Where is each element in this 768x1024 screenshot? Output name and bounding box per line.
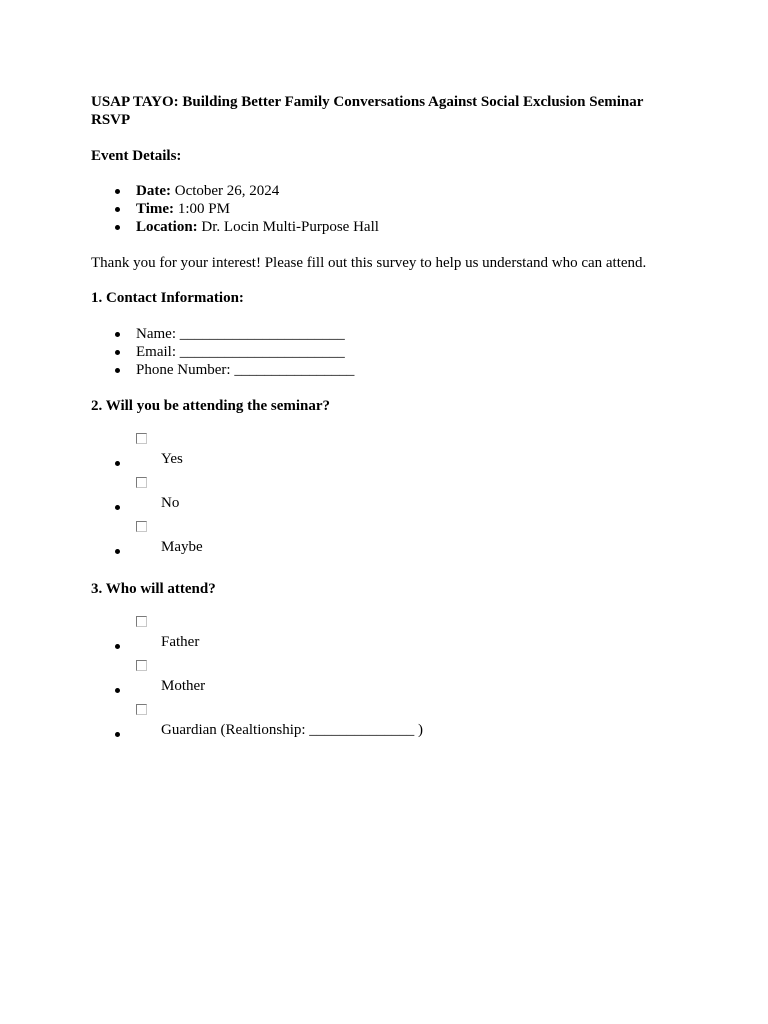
event-date-label: Date: <box>136 183 171 199</box>
checkbox[interactable] <box>136 660 147 671</box>
checkbox[interactable] <box>136 616 147 627</box>
event-details-heading: Event Details: <box>91 148 182 164</box>
event-time-label: Time: <box>136 201 175 217</box>
phone-field[interactable]: Phone Number: ________________ <box>136 361 671 379</box>
attending-option-no[interactable] <box>136 474 671 518</box>
event-location-value: Dr. Locin Multi-Purpose Hall <box>201 219 379 235</box>
name-field[interactable]: Name: ______________________ <box>136 325 671 343</box>
attending-heading: 2. Will you be attending the seminar? <box>91 398 331 414</box>
intro-text: Thank you for your interest! Please fill out this survey to help us understand who can attend. <box>91 255 647 271</box>
option-label: No <box>161 495 180 511</box>
attending-options <box>91 430 671 562</box>
document-title: USAP TAYO: Building Better Family Conversations Against Social Exclusion Seminar RSVP <box>91 94 644 128</box>
event-location-label: Location: <box>136 219 198 235</box>
checkbox[interactable] <box>136 477 147 488</box>
event-time <box>136 200 671 218</box>
rsvp-document <box>91 93 671 745</box>
event-time-value: 1:00 PM <box>177 201 230 217</box>
who-option-mother[interactable] <box>136 657 671 701</box>
option-label: Father <box>161 634 200 650</box>
contact-heading: 1. Contact Information: <box>91 290 244 306</box>
checkbox[interactable] <box>136 433 147 444</box>
email-field[interactable]: Email: ______________________ <box>136 343 671 361</box>
attending-option-maybe[interactable] <box>136 518 671 562</box>
event-date <box>136 182 671 200</box>
option-label: Yes <box>161 451 183 467</box>
who-option-father[interactable] <box>136 613 671 657</box>
checkbox[interactable] <box>136 521 147 532</box>
contact-fields-list <box>91 325 671 379</box>
attending-option-yes[interactable] <box>136 430 671 474</box>
event-date-value: October 26, 2024 <box>174 183 280 199</box>
option-label: Guardian (Realtionship: ______________ ) <box>161 722 424 738</box>
checkbox[interactable] <box>136 704 147 715</box>
option-label: Maybe <box>161 539 203 555</box>
option-label: Mother <box>161 678 206 694</box>
event-details-list <box>91 182 671 236</box>
who-options <box>91 613 671 745</box>
who-heading: 3. Who will attend? <box>91 581 216 597</box>
who-option-guardian[interactable] <box>136 701 671 745</box>
event-location <box>136 218 671 236</box>
